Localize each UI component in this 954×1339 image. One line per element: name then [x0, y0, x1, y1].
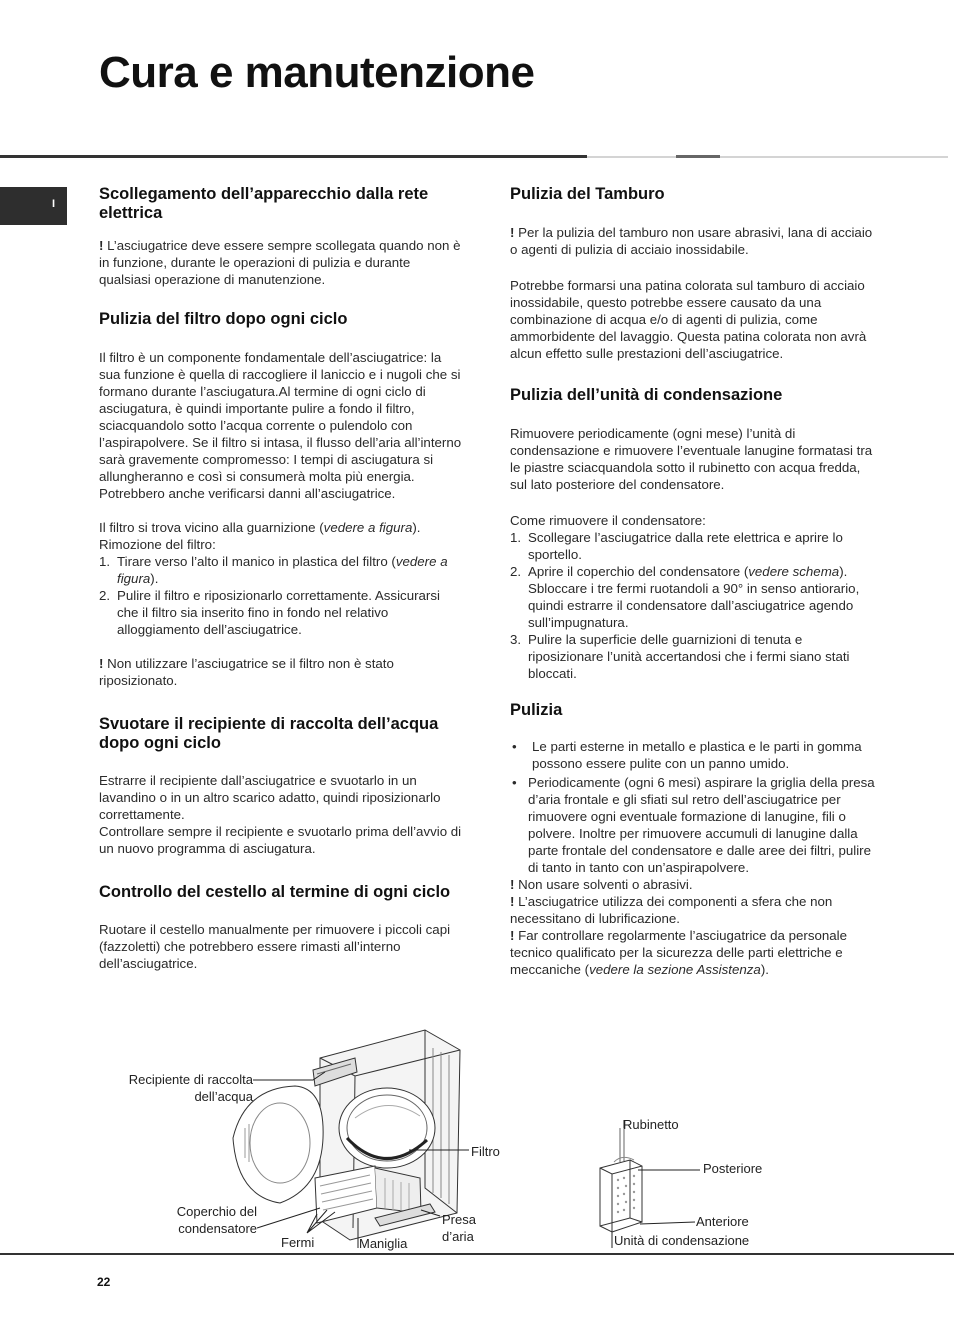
filtro-paragraph-2: Il filtro si trova vicino alla guarnizione (vedere a figura). Rimozione del filtro:: [99, 520, 421, 552]
label-anteriore: Anteriore: [696, 1214, 749, 1229]
list-item: • Le parti esterne in metallo e plastica e le parti in gomma possono essere pulite con un panno umido.: [512, 739, 862, 771]
label-maniglia: Maniglia: [359, 1236, 408, 1251]
list-item: 1. Tirare verso l’alto il manico in plastica del filtro (vedere a figura).: [99, 554, 448, 586]
filtro-paragraph-1: Il filtro è un componente fondamentale dell’asciugatrice: la sua funzione è quella di raccogliere il laniccio e i nugoli che si formano durante l’asciugatura.Al termine di ogni ciclo di asciugatura, è quindi importante pulire a fondo il filtro, sciacquandolo sotto l’acqua corrente o pulendolo con l’aspirapolvere. Se il filtro si intasa, il flusso dell’aria all’interno sarà gravemente compromesso: I tempi di asciugatura si allungheranno e così si consumerà molta più energia. Potrebbero anche verificarsi danni all’asciugatrice.: [99, 350, 462, 501]
tamburo-paragraph: Potrebbe formarsi una patina colorata sul tamburo di acciaio inossidabile, questo potrebbe essere causato da una combinazione di acqua e/o di agenti di pulizia, come ammorbidente del lavaggio. Questa patina colorata non avrà alcun effetto sulle prestazioni dell’asciugatrice.: [510, 278, 867, 361]
recipiente-text: Estrarre il recipiente dall’asciugatrice e svuotarlo in un lavandino o in un altro scarico adatto, quindi riposizionarlo correttamente. Controllare sempre il recipiente e svuotarlo prima dell’avvio di un nuovo programma di asciugatura.: [99, 773, 462, 856]
language-tab: [0, 187, 67, 225]
cestello-text: Ruotare il cestello manualmente per rimuovere i piccoli capi (fazzoletti) che potrebbero essere rimasti all’interno dell’asciugatrice.: [99, 922, 451, 971]
header-rule-light: [587, 156, 676, 158]
condenser-illustration: [590, 1118, 710, 1250]
warning-line: ! Non usare solventi o abrasivi.: [510, 877, 693, 892]
list-item: 1. Scollegare l’asciugatrice dalla rete elettrica e aprire lo sportello.: [510, 530, 843, 562]
list-item: 3. Pulire la superficie delle guarnizioni di tenuta e riposizionare l’unità accertandosi che i fermi siano stati bloccati.: [510, 632, 850, 681]
condensazione-intro: Come rimuovere il condensatore:: [510, 513, 706, 528]
label-posteriore: Posteriore: [703, 1161, 763, 1176]
label-filtro: Filtro: [471, 1144, 500, 1159]
tamburo-warning: ! Per la pulizia del tamburo non usare abrasivi, lana di acciaio o agenti di pulizia di acciaio inossidabile.: [510, 225, 873, 257]
language-tab-label: I: [52, 198, 56, 210]
section-heading-filtro: Pulizia del filtro dopo ogni ciclo: [99, 310, 348, 328]
label-rubinetto: Rubinetto: [623, 1117, 679, 1132]
label-coperchio: Coperchio del condensatore: [176, 1204, 257, 1236]
section-text-scollegamento: ! L’asciugatrice deve essere sempre scollegata quando non è in funzione, durante le operazioni di pulizia e durante qualsiasi operazione di manutenzione.: [99, 238, 461, 287]
dryer-illustration: [225, 1028, 475, 1248]
header-rule-dark: [0, 155, 587, 158]
footer-rule: [0, 1253, 954, 1255]
list-item: 2. Aprire il coperchio del condensatore (vedere schema). Sbloccare i tre fermi ruotandoli a 90° in senso antiorario, quindi estrarre il condensatore dall’asciugatrice agendo sull’impugnatura.: [510, 564, 860, 630]
label-presa: Presa d’aria: [442, 1212, 476, 1244]
header-rule-light-2: [720, 156, 948, 158]
left-column: [99, 185, 464, 989]
label-recipiente: Recipiente di raccolta dell’acqua: [128, 1072, 253, 1104]
right-column: [510, 185, 878, 978]
filtro-warning: ! Non utilizzare l’asciugatrice se il filtro non è stato riposizionato.: [99, 656, 394, 688]
condensazione-steps: [510, 529, 878, 682]
list-item: 2. Pulire il filtro e riposizionarlo correttamente. Assicurarsi che il filtro sia inserito fino in fondo nel relativo alloggiamento dell’asciugatrice.: [99, 588, 440, 637]
section-heading-scollegamento: Scollegamento dell’apparecchio dalla rete elettrica: [99, 185, 429, 222]
section-heading-cestello: Controllo del cestello al termine di ogni ciclo: [99, 883, 451, 901]
section-heading-recipiente: Svuotare il recipiente di raccolta dell’acqua dopo ogni ciclo: [99, 715, 439, 752]
condensazione-paragraph: Rimuovere periodicamente (ogni mese) l’unità di condensazione e rimuovere l’eventuale lanugine formatasi tra le piastre sciacquandola sotto il rubinetto con acqua fredda, sul lato posteriore del condensatore.: [510, 426, 873, 492]
section-heading-condensazione: Pulizia dell’unità di condensazione: [510, 386, 783, 404]
section-heading-pulizia: Pulizia: [510, 701, 563, 719]
warning-line: ! L’asciugatrice utilizza dei componenti a sfera che non necessitano di lubrificazione.: [510, 894, 833, 926]
filtro-steps: [99, 553, 464, 638]
section-heading-tamburo: Pulizia del Tamburo: [510, 185, 665, 203]
pulizia-warnings: [510, 876, 878, 978]
pulizia-bullets: [510, 738, 878, 876]
page-number: 22: [97, 1275, 111, 1289]
warning-line: ! Far controllare regolarmente l’asciugatrice da personale tecnico qualificato per la sicurezza delle parti elettriche e meccaniche (vedere la sezione Assistenza).: [510, 928, 848, 977]
warning-mark: !: [99, 238, 104, 253]
label-fermi: Fermi: [281, 1235, 315, 1250]
list-item: • Periodicamente (ogni 6 mesi) aspirare la griglia della presa d’aria frontale e gli sfiati sul retro dell’asciugatrice per rimuovere ogni eventuale formazione di lanugine, fili o polvere. Inoltre per rimuovere accumuli di lanugine dalla parte frontale del condensatore e dalle aree dei filtri, pulire di tanto in tanto con un’aspirapolvere.: [512, 775, 875, 875]
label-unita: Unità di condensazione: [614, 1233, 750, 1248]
page-title: Cura e manutenzione: [99, 48, 535, 97]
header-rule-mid: [676, 155, 720, 158]
